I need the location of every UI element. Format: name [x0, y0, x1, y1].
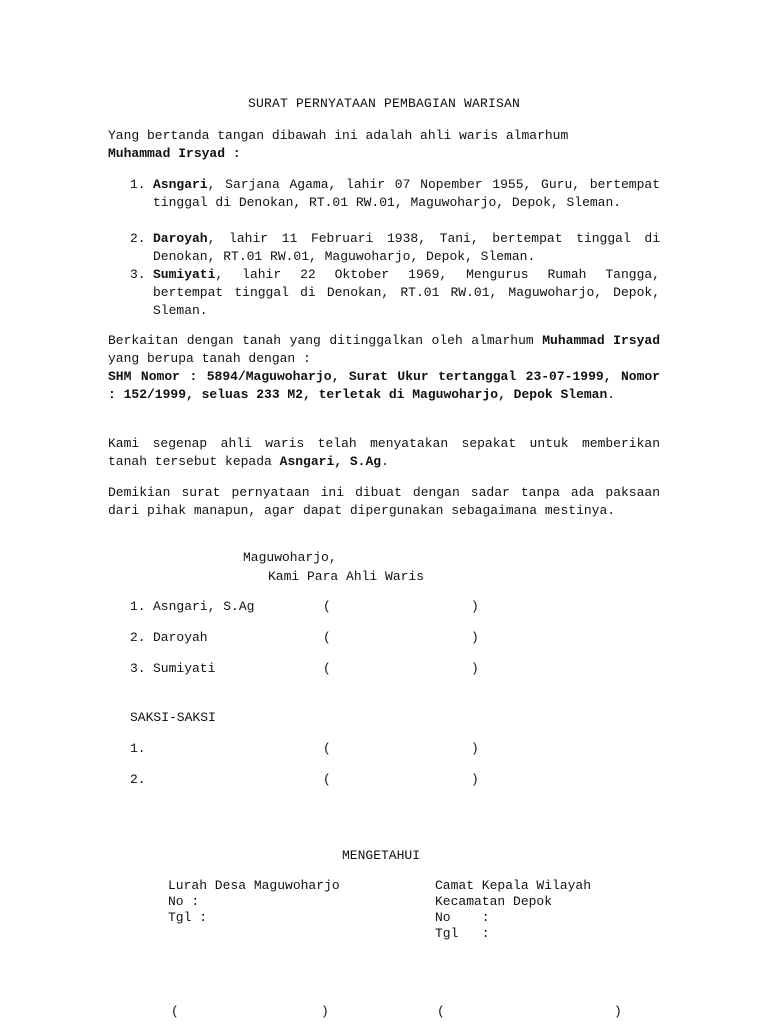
- witness-heading: SAKSI-SAKSI: [130, 710, 216, 725]
- lurah-date: Tgl :: [168, 910, 208, 925]
- heir-detail: , lahir 11 Februari 1938, Tani, bertempat tinggal di Denokan, RT.01 RW.01, Maguwoharjo, Depok, Sleman.: [153, 231, 660, 264]
- document-title: SURAT PERNYATAAN PEMBAGIAN WARISAN: [247, 96, 521, 111]
- camat-number: No :: [435, 910, 490, 925]
- signature-open-paren: (: [323, 599, 331, 614]
- heir-number: 1.: [130, 177, 146, 192]
- deceased-name-ref: Muhammad Irsyad: [542, 333, 660, 348]
- lurah-title: Lurah Desa Maguwoharjo: [168, 878, 340, 893]
- witness-row: [130, 741, 490, 759]
- signer-row: [130, 599, 490, 617]
- lurah-number: No :: [168, 894, 200, 909]
- closing-paragraph: Demikian surat pernyataan ini dibuat dengan sadar tanpa ada paksaan dari pihak manapun, agar dapat dipergunakan sebagaimana mestinya.: [108, 485, 660, 518]
- land-end: .: [607, 387, 616, 402]
- camat-block: [435, 878, 591, 942]
- signing-place: Maguwoharjo,: [243, 550, 337, 565]
- lurah-block: [168, 878, 340, 926]
- heir-name: Asngari: [153, 177, 208, 192]
- signer-number: 1.: [130, 599, 146, 614]
- heir-detail: , Sarjana Agama, lahir 07 Nopember 1955, Guru, bertempat tinggal di Denokan, RT.01 RW.01, Maguwoharjo, Depok, Sleman.: [153, 177, 660, 210]
- signature-close-paren: ): [471, 630, 479, 645]
- heir-number: 2.: [130, 231, 146, 246]
- signature-open-paren: (: [323, 661, 331, 676]
- heir-item: [130, 230, 660, 266]
- camat-signature-open-paren: (: [437, 1004, 445, 1019]
- land-details: SHM Nomor : 5894/Maguwoharjo, Surat Ukur tertanggal 23-07-1999, Nomor : 152/1999, seluas 233 M2, terletak di Maguwoharjo, Depok Sleman: [108, 369, 660, 402]
- signer-row: [130, 630, 490, 648]
- signer-name: Asngari, S.Ag: [153, 599, 255, 614]
- signature-close-paren: ): [471, 599, 479, 614]
- signer-number: 2.: [130, 630, 146, 645]
- heir-name: Daroyah: [153, 231, 208, 246]
- lurah-signature-close-paren: ): [321, 1004, 329, 1019]
- witness-row: [130, 772, 490, 790]
- signature-close-paren: ): [471, 741, 479, 756]
- deceased-name: Muhammad Irsyad :: [108, 146, 241, 161]
- signature-open-paren: (: [323, 630, 331, 645]
- signature-open-paren: (: [323, 772, 331, 787]
- signature-open-paren: (: [323, 741, 331, 756]
- recipient-name: Asngari, S.Ag: [279, 454, 382, 469]
- camat-subtitle: Kecamatan Depok: [435, 894, 553, 909]
- signer-row: [130, 661, 490, 679]
- land-paragraph: [108, 332, 660, 404]
- heir-detail: , lahir 22 Oktober 1969, Mengurus Rumah Tangga, bertempat tinggal di Denokan, RT.01 RW.01, Maguwoharjo, Depok, Sleman.: [153, 267, 660, 318]
- agreement-text: Kami segenap ahli waris telah menyatakan sepakat untuk memberikan tanah tersebut kepada: [108, 436, 660, 469]
- land-text-2: yang berupa tanah dengan :: [108, 351, 311, 366]
- intro-paragraph: [108, 127, 660, 163]
- lurah-signature-open-paren: (: [171, 1004, 179, 1019]
- heir-number: 3.: [130, 267, 146, 282]
- agreement-end: .: [381, 454, 389, 469]
- signer-name: Sumiyati: [153, 661, 216, 676]
- acknowledge-heading: MENGETAHUI: [342, 848, 421, 863]
- heir-item: [130, 266, 660, 320]
- signers-heading: Kami Para Ahli Waris: [268, 569, 425, 584]
- signer-name: Daroyah: [153, 630, 208, 645]
- land-text: Berkaitan dengan tanah yang ditinggalkan oleh almarhum: [108, 333, 543, 348]
- signature-close-paren: ): [471, 661, 479, 676]
- witness-number: 2.: [130, 772, 146, 787]
- witness-number: 1.: [130, 741, 146, 756]
- camat-date: Tgl :: [435, 926, 490, 941]
- signature-close-paren: ): [471, 772, 479, 787]
- heir-item: [130, 176, 660, 212]
- signer-number: 3.: [130, 661, 146, 676]
- camat-signature-close-paren: ): [614, 1004, 622, 1019]
- agreement-paragraph: [108, 435, 660, 471]
- heir-name: Sumiyati: [153, 267, 216, 282]
- intro-text: Yang bertanda tangan dibawah ini adalah ahli waris almarhum: [108, 128, 569, 143]
- camat-title: Camat Kepala Wilayah: [435, 878, 592, 893]
